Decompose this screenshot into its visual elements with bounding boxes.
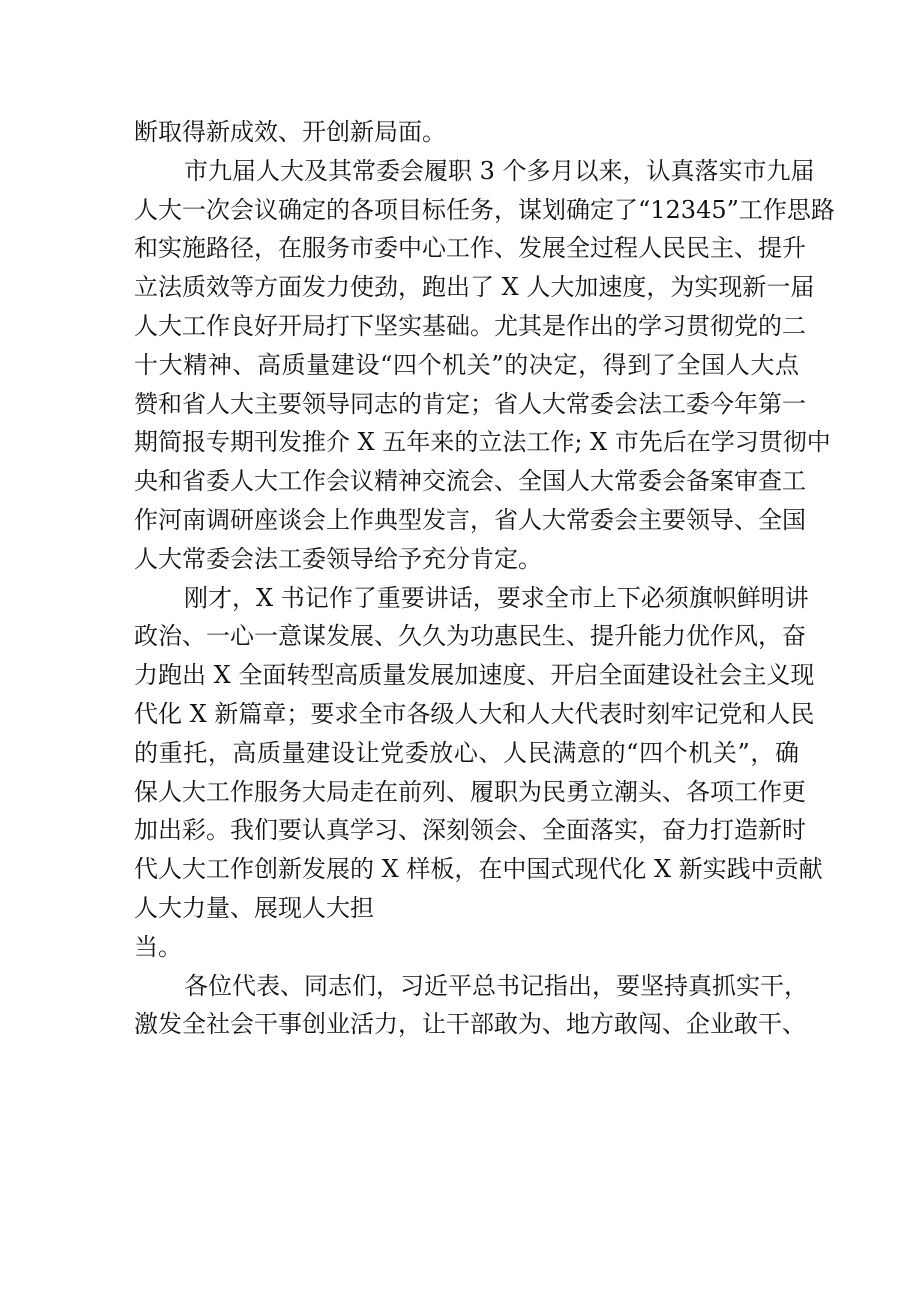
text-line: 人大力量、展现人大担	[134, 893, 374, 922]
text-line: 代人大工作创新发展的 X 样板，在中国式现代化 X 新实践中贡献	[134, 855, 823, 884]
text-line: 十大精神、高质量建设“四个机关”的决定，得到了全国人大点	[134, 350, 799, 379]
text-line: 加出彩。我们要认真学习、深刻领会、全面落实，奋力打造新时	[134, 816, 806, 845]
text-line: 央和省委人大工作会议精神交流会、全国人大常委会备案审查工	[134, 467, 806, 496]
text-line: 人大工作良好开局打下坚实基础。尤其是作出的学习贯彻党的二	[134, 311, 806, 340]
text-line: 期简报专期刊发推介 X 五年来的立法工作; X 市先后在学习贯彻中	[134, 428, 831, 457]
text-line: 力跑出 X 全面转型高质量发展加速度、开启全面建设社会主义现	[134, 661, 815, 690]
paragraph-first-line: 各位代表、同志们，习近平总书记指出，要坚持真抓实干，	[184, 971, 808, 1000]
text-line: 断取得新成效、开创新局面。	[134, 118, 446, 146]
paragraph-first-line: 市九届人大及其常委会履职 3 个多月以来，认真落实市九届	[184, 156, 815, 185]
text-line: 当。	[134, 932, 182, 961]
text-line: 人大一次会议确定的各项目标任务，谋划确定了“12345”工作思路	[134, 195, 835, 224]
text-line: 立法质效等方面发力使劲，跑出了 X 人大加速度，为实现新一届	[134, 273, 815, 302]
text-line: 政治、一心一意谋发展、久久为功惠民生、提升能力优作风，奋	[134, 622, 806, 651]
text-line: 赞和省人大主要领导同志的肯定；省人大常委会法工委今年第一	[134, 389, 806, 418]
text-line: 的重托，高质量建设让党委放心、人民满意的“四个机关”，确	[134, 738, 799, 767]
text-line: 和实施路径，在服务市委中心工作、发展全过程人民民主、提升	[134, 234, 806, 263]
text-line: 代化 X 新篇章；要求全市各级人大和人大代表时刻牢记党和人民	[134, 699, 815, 728]
paragraph-first-line: 刚才，X 书记作了重要讲话，要求全市上下必须旗帜鲜明讲	[184, 583, 809, 612]
text-line: 激发全社会干事创业活力，让干部敢为、地方敢闯、企业敢干、	[134, 1010, 806, 1039]
text-line: 保人大工作服务大局走在前列、履职为民勇立潮头、各项工作更	[134, 777, 806, 806]
text-line: 人大常委会法工委领导给予充分肯定。	[134, 544, 542, 573]
text-line: 作河南调研座谈会上作典型发言，省人大常委会主要领导、全国	[134, 505, 806, 534]
body-text	[134, 113, 835, 1044]
